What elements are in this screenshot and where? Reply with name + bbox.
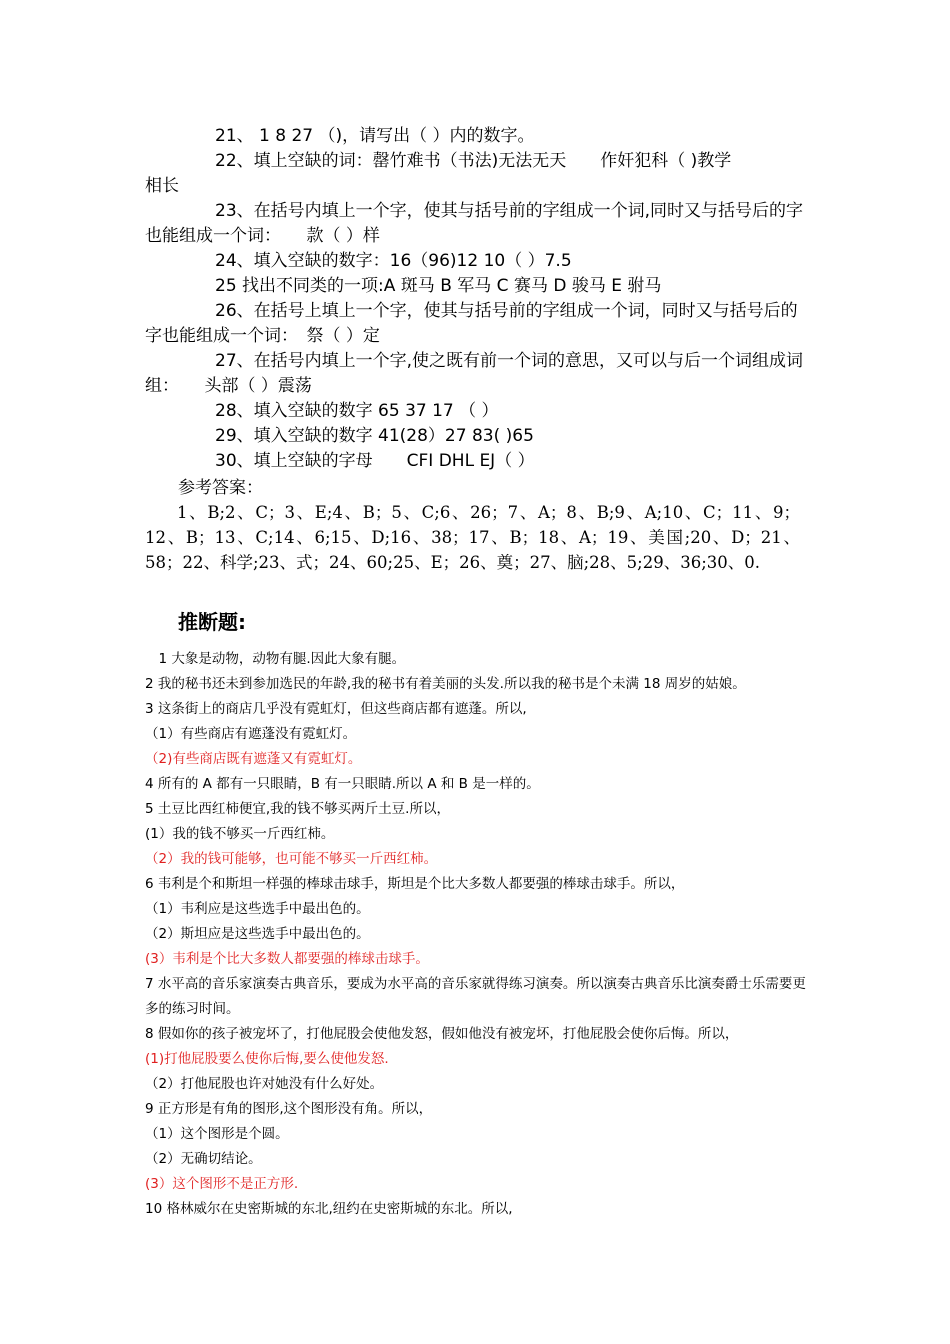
question-30: 30、填上空缺的字母 CFI DHL EJ（ ）	[215, 451, 535, 471]
question-29: 29、填入空缺的数字 41(28）27 83( )65	[215, 426, 534, 446]
question-26: 26、在括号上填上一个字，使其与括号前的字组成一个词，同时又与括号后的字也能组成一个词： 祭（ ）定	[145, 301, 798, 346]
reasoning-option: （2）斯坦应是这些选手中最出色的。	[145, 926, 370, 942]
reasoning-option-correct: （2)有些商店既有遮蓬又有霓虹灯。	[145, 751, 362, 767]
section-heading: 推断题:	[178, 610, 246, 634]
reasoning-option-correct: (3）韦利是个比大多数人都要强的棒球击球手。	[145, 951, 429, 967]
reasoning-option: （1）有些商店有遮蓬没有霓虹灯。	[145, 726, 357, 742]
reasoning-item: 8 假如你的孩子被宠坏了，打他屁股会使他发怒，假如他没有被宠坏，打他屁股会使你后悔。所以，	[145, 1026, 739, 1042]
reasoning-option: （1）韦利应是这些选手中最出色的。	[145, 901, 370, 917]
reasoning-item: 7 水平高的音乐家演奏古典音乐，要成为水平高的音乐家就得练习演奏。所以演奏古典音乐比演奏爵士乐需要更多的练习时间。	[145, 976, 806, 1017]
reasoning-option: (1）我的钱不够买一斤西红柿。	[145, 826, 335, 842]
reasoning-item: 3 这条街上的商店几乎没有霓虹灯，但这些商店都有遮蓬。所以,	[145, 701, 527, 717]
reasoning-item: 6 韦利是个和斯坦一样强的棒球击球手，斯坦是个比大多数人都要强的棒球击球手。所以，	[145, 876, 685, 892]
reasoning-item: 4 所有的 A 都有一只眼睛，B 有一只眼睛.所以 A 和 B 是一样的。	[145, 776, 540, 792]
question-28: 28、填入空缺的数字 65 37 17 （ ）	[215, 401, 499, 421]
question-25: 25 找出不同类的一项:A 斑马 B 军马 C 赛马 D 骏马 E 驸马	[215, 276, 662, 296]
answers-text: 1、B;2、C；3、E;4、B；5、C;6、26；7、A；8、B;9、A;10、C；11、9；12、B；13、C;14、6;15、D;16、38；17、B；18、A；19、美国;20、D；21、58；22、科学;23、式；24、60;25、E；26、奠；27、脑;28、5;29、36;30、0.	[145, 503, 800, 572]
reasoning-option-correct: （2）我的钱可能够，也可能不够买一斤西红柿。	[145, 851, 438, 867]
answers-label: 参考答案：	[178, 478, 263, 498]
reasoning-item: 9 正方形是有角的图形,这个图形没有角。所以，	[145, 1101, 433, 1117]
reasoning-option: （1）这个图形是个圆。	[145, 1126, 289, 1142]
question-24: 24、填入空缺的数字：16（96)12 10（ ）7.5	[215, 251, 572, 271]
reasoning-item: 1 大象是动物，动物有腿.因此大象有腿。	[145, 651, 406, 667]
question-22-continuation: 相长	[145, 176, 179, 196]
reasoning-item: 2 我的秘书还未到参加选民的年龄,我的秘书有着美丽的头发.所以我的秘书是个未满 18 周岁的姑娘。	[145, 676, 746, 692]
question-23: 23、在括号内填上一个字，使其与括号前的字组成一个词,同时又与括号后的字也能组成一个词： 款（ ）样	[145, 201, 804, 246]
question-22: 22、填上空缺的词：罄竹难书（书法)无法无天 作奸犯科（ )教学	[215, 151, 732, 171]
reasoning-option: （2）打他屁股也许对她没有什么好处。	[145, 1076, 384, 1092]
question-27: 27、在括号内填上一个字,使之既有前一个词的意思，又可以与后一个词组成词组： 头部（ ）震荡	[145, 351, 804, 396]
reasoning-option: （2）无确切结论。	[145, 1151, 262, 1167]
reasoning-option-correct: (3）这个图形不是正方形.	[145, 1176, 299, 1192]
question-21: 21、 1 8 27 （)，请写出（ ）内的数字。	[215, 126, 535, 146]
reasoning-option-correct: (1)打他屁股要么使你后悔,要么使他发怒.	[145, 1051, 389, 1067]
reasoning-item: 10 格林威尔在史密斯城的东北,纽约在史密斯城的东北。所以,	[145, 1201, 513, 1217]
reasoning-item: 5 土豆比西红柿便宜,我的钱不够买两斤土豆.所以，	[145, 801, 450, 817]
